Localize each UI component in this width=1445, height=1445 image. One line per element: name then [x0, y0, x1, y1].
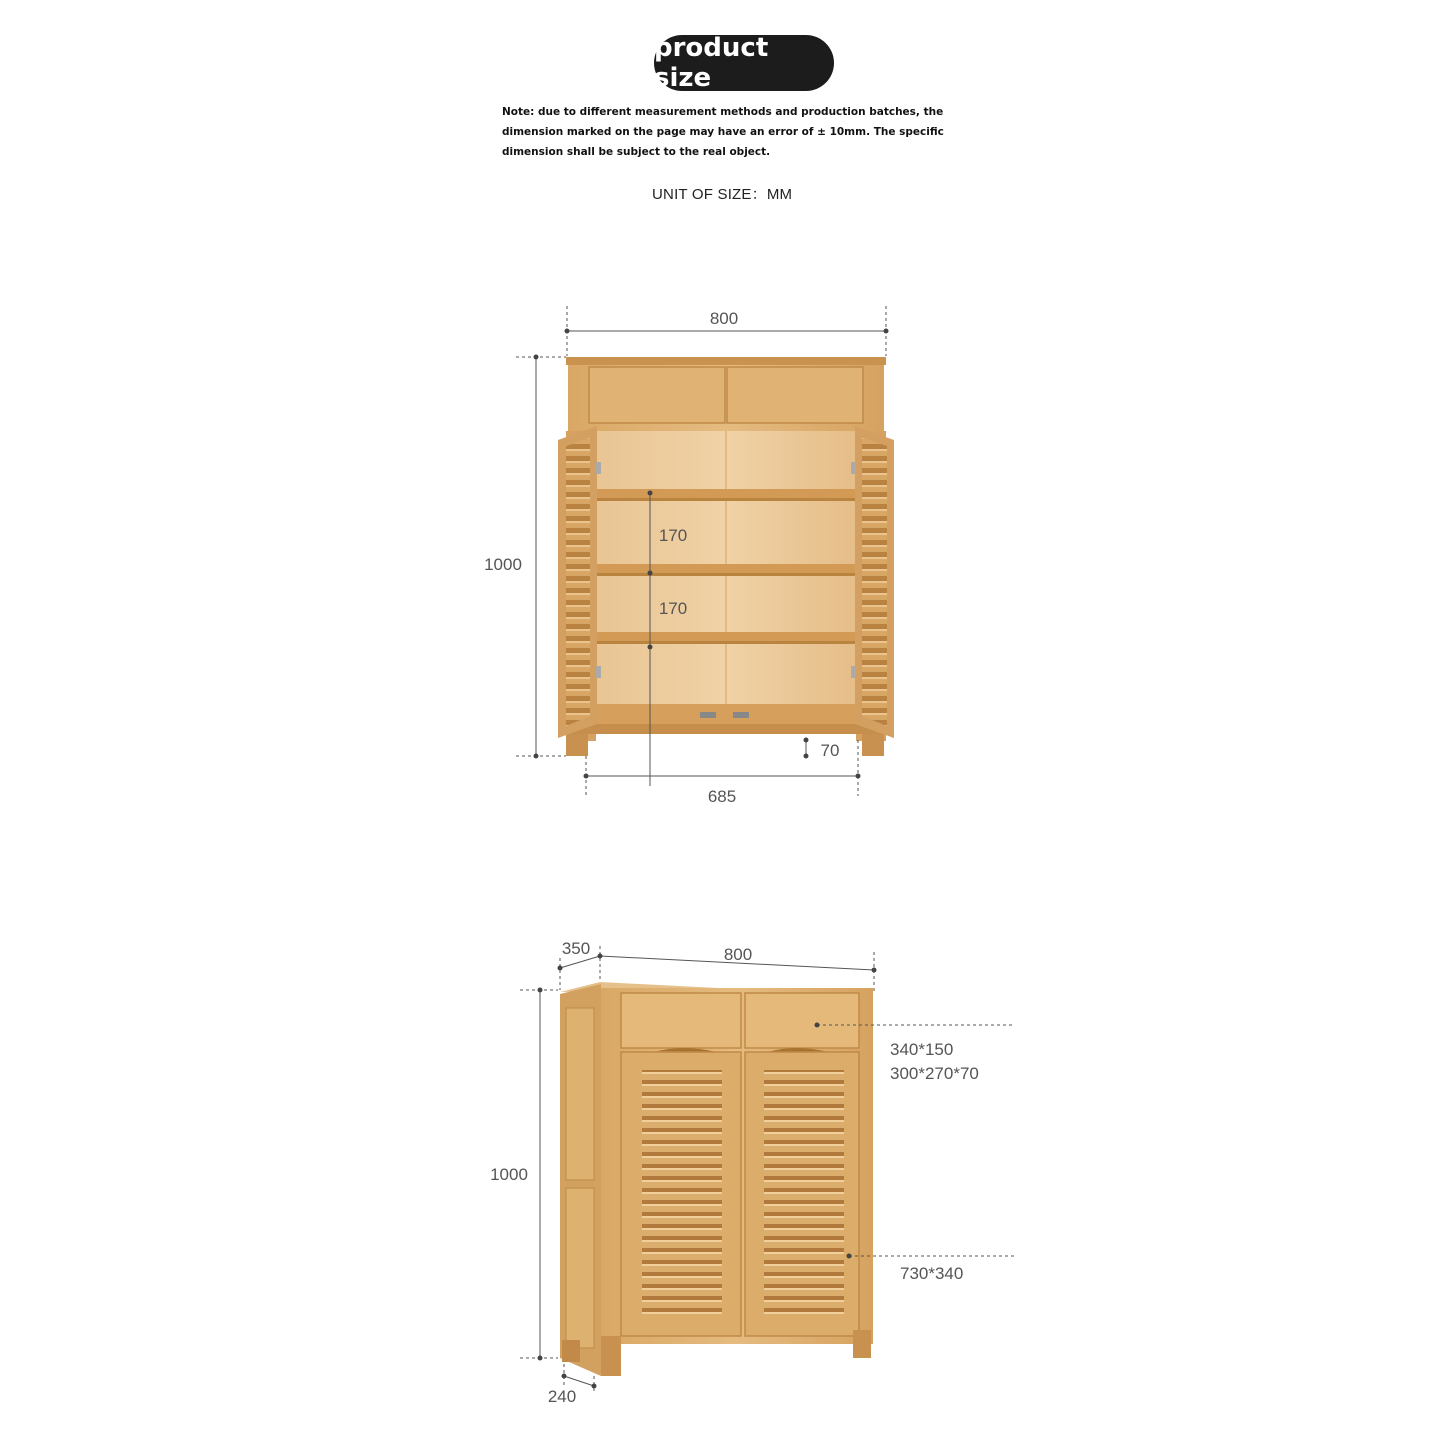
- front-view-cabinet: [558, 357, 894, 756]
- drawer-inner-label: 300*270*70: [890, 1064, 979, 1083]
- front-width-label: 800: [709, 309, 739, 328]
- unit-label: UNIT OF SIZE：MM: [652, 186, 793, 203]
- shelf-gap-2-label: 170: [658, 599, 688, 618]
- side-height-label: 1000: [490, 1165, 528, 1184]
- door-size-label: 730*340: [900, 1264, 964, 1283]
- leg-depth-label: 240: [547, 1387, 577, 1406]
- measurement-note: Note: due to different measurement methods and production batches, the dimension marked on the page may have an error of ± 10mm. The specific dimension shall be subject to the real object.: [502, 106, 944, 158]
- inner-width-label: 685: [707, 787, 737, 806]
- side-view-cabinet: [560, 982, 873, 1376]
- leg-height-label: 70: [820, 741, 840, 760]
- section-title: product size: [654, 33, 769, 93]
- front-height-label: 1000: [484, 555, 522, 574]
- shelf-gap-1-label: 170: [658, 526, 688, 545]
- depth-label: 350: [561, 939, 591, 958]
- drawer-size-label: 340*150: [890, 1040, 954, 1059]
- side-width-label: 800: [723, 945, 753, 964]
